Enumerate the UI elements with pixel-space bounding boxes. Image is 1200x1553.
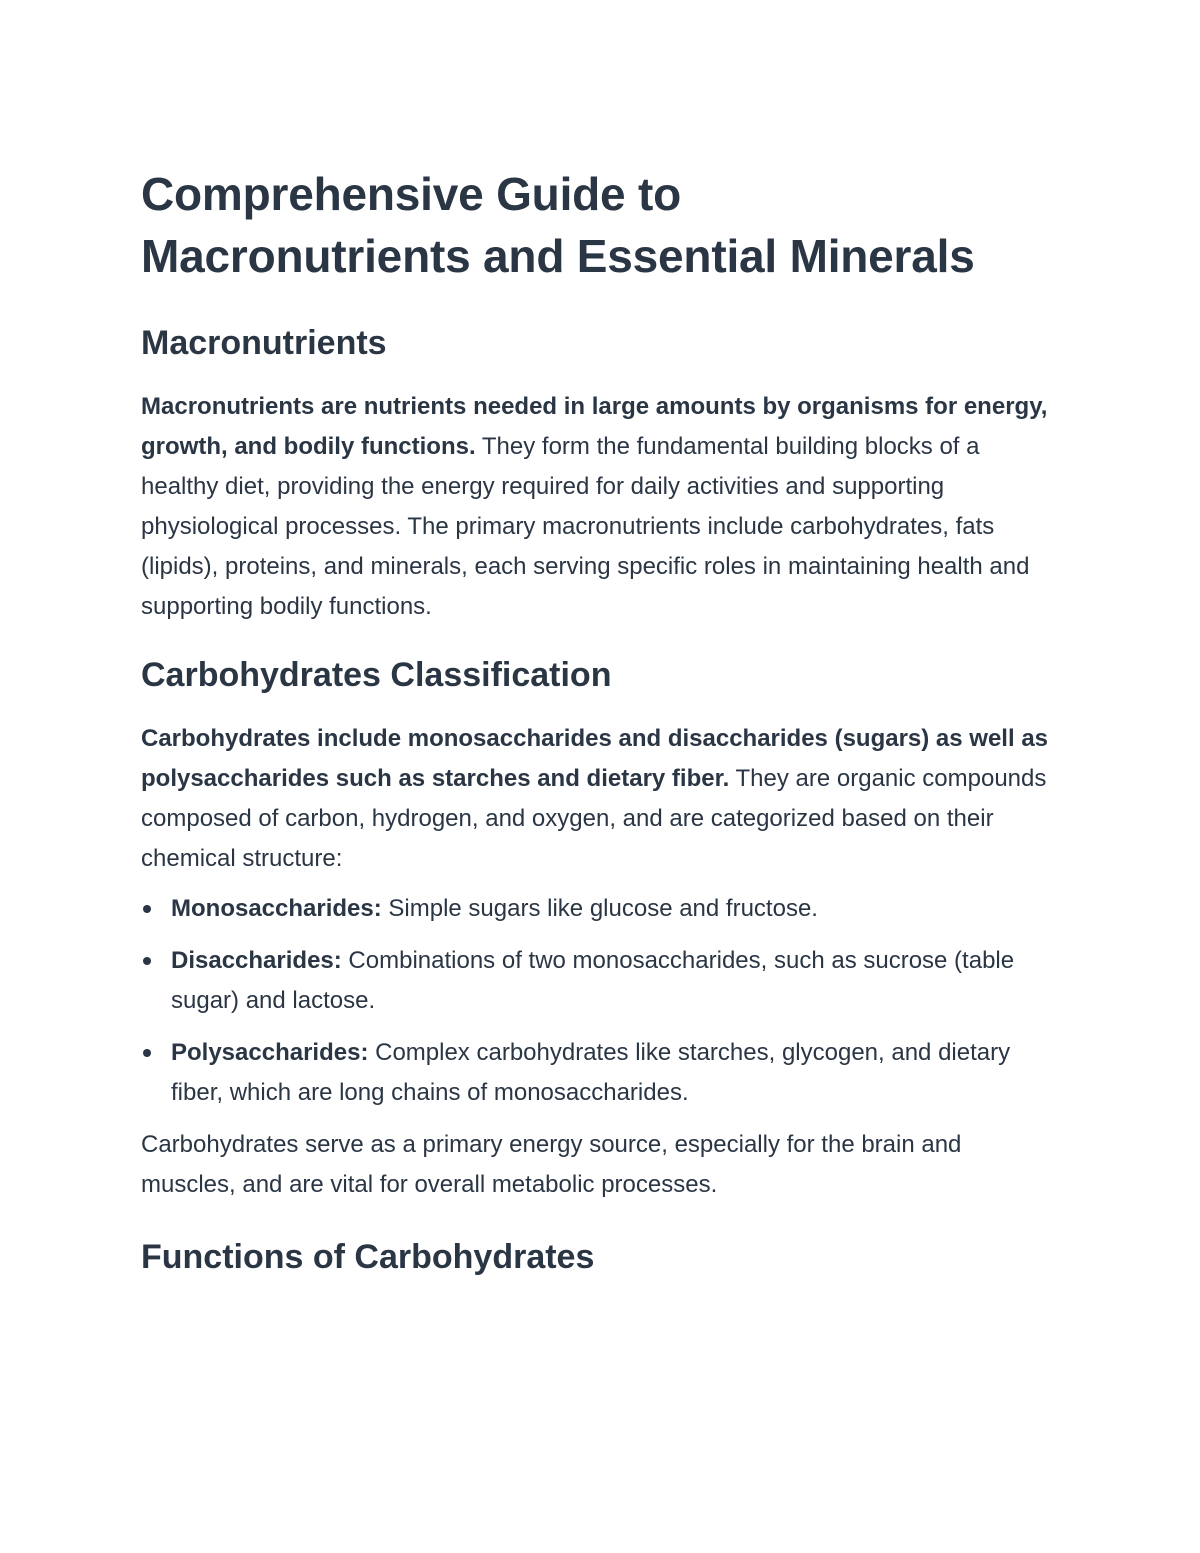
list-item-desc: Simple sugars like glucose and fructose. xyxy=(381,895,818,922)
list-item-term: Disaccharides: xyxy=(171,947,342,974)
carbohydrates-classification-body: They are organic compounds composed of carbon, hydrogen, and oxygen, and are categorized based on their chemical structure: xyxy=(141,765,1047,872)
list-item xyxy=(141,1033,1061,1113)
macronutrients-lead: Macronutrients are nutrients needed in large amounts by organisms for energy, growth, and bodily functions. xyxy=(141,393,1048,460)
title-line-1: Comprehensive Guide to xyxy=(141,168,682,220)
macronutrients-paragraph xyxy=(141,387,1061,627)
bullet-icon xyxy=(143,905,151,913)
macronutrients-body: They form the fundamental building blocks of a healthy diet, providing the energy required for daily activities and supporting physiological processes. The primary macronutrients include carbohydrates, fats (lipids), proteins, and minerals, each serving specific roles in maintaining health and supporting bodily functions. xyxy=(141,433,1030,620)
carbohydrates-summary-paragraph: Carbohydrates serve as a primary energy source, especially for the brain and muscles, and are vital for overall metabolic processes. xyxy=(141,1131,962,1198)
list-item-desc: Combinations of two monosaccharides, such as sucrose (table sugar) and lactose. xyxy=(171,947,1015,1014)
section-heading-macronutrients: Macronutrients xyxy=(141,324,387,362)
list-item-desc: Complex carbohydrates like starches, glycogen, and dietary fiber, which are long chains of monosaccharides. xyxy=(171,1039,1011,1106)
list-item-term: Monosaccharides: xyxy=(171,895,382,922)
bullet-icon xyxy=(143,957,151,965)
title-line-2: Macronutrients and Essential Minerals xyxy=(141,230,975,282)
section-heading-carbohydrates-classification: Carbohydrates Classification xyxy=(141,656,612,694)
carbohydrate-types-list xyxy=(141,889,1061,1113)
carbohydrates-classification-lead: Carbohydrates include monosaccharides and disaccharides (sugars) as well as polysaccharides such as starches and dietary fiber. xyxy=(141,725,1049,792)
list-item-term: Polysaccharides: xyxy=(171,1039,369,1066)
carbohydrates-classification-paragraph xyxy=(141,719,1061,879)
section-heading-functions-of-carbohydrates: Functions of Carbohydrates xyxy=(141,1238,595,1276)
page-title xyxy=(141,163,1061,287)
list-item xyxy=(141,941,1061,1021)
bullet-icon xyxy=(143,1049,151,1057)
document-page xyxy=(141,163,1061,1279)
list-item xyxy=(141,889,1061,929)
